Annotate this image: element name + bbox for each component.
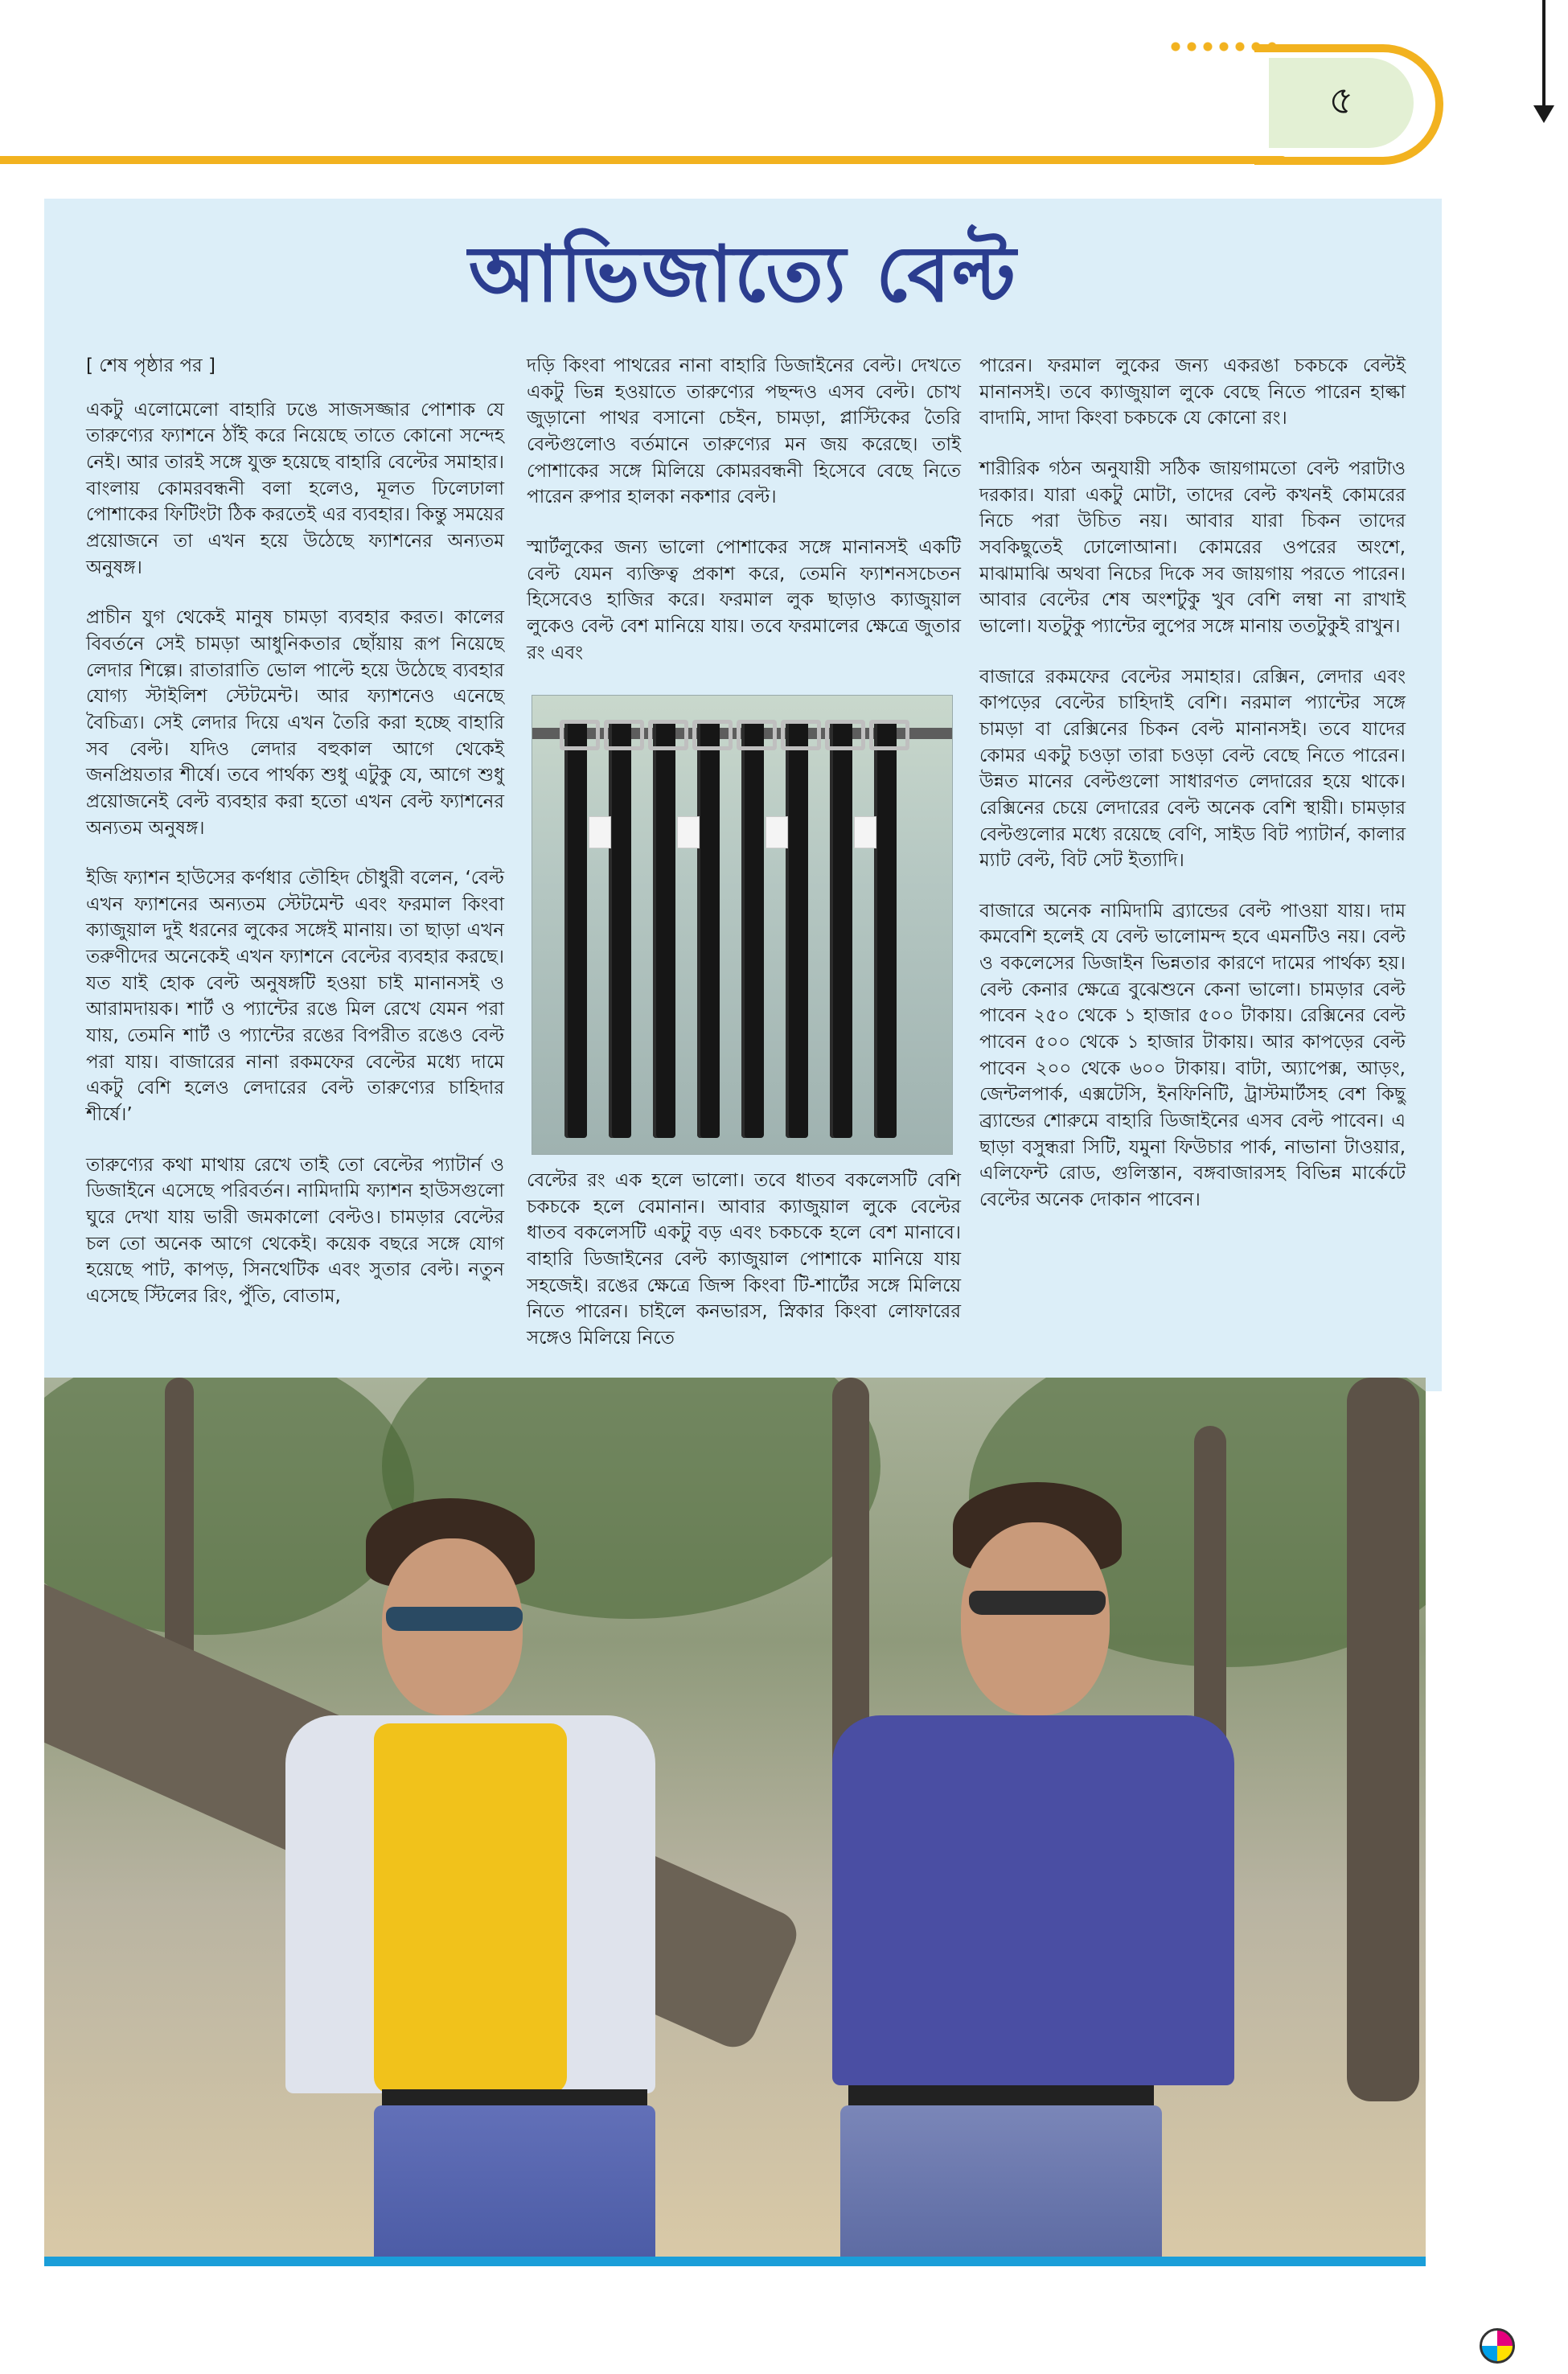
belt xyxy=(697,720,720,1138)
price-tag xyxy=(766,816,788,848)
jeans xyxy=(840,2105,1162,2257)
paragraph: স্মার্টলুকের জন্য ভালো পোশাকের সঙ্গে মানানসই একটি বেল্ট যেমন ব্যক্তিত্ব প্রকাশ করে, তেমনি ফ্যাশনসচেতন হিসেবেও হাজির করে। ফরমাল লুক ছাড়াও ক্যাজুয়াল লুকেও বেল্ট বেশ মানিয়ে যায়। তবে ফরমালের ক্ষেত্রে জুতার রং এবং xyxy=(527,536,961,663)
t-shirt xyxy=(374,1723,567,2093)
continued-note: [ শেষ পৃষ্ঠার পর ] xyxy=(86,355,215,376)
article-column-1 xyxy=(86,353,504,1334)
belt xyxy=(786,720,808,1138)
belt xyxy=(848,2085,1154,2106)
buckle xyxy=(737,720,777,750)
buckle xyxy=(648,720,688,750)
buckle xyxy=(869,720,909,750)
sunglasses-icon xyxy=(386,1607,523,1631)
buckle xyxy=(560,720,600,750)
article-panel xyxy=(44,199,1442,1391)
belt xyxy=(564,720,587,1138)
belt xyxy=(874,720,897,1138)
page-number: ৫ xyxy=(1328,77,1354,123)
buckle xyxy=(692,720,733,750)
foliage xyxy=(44,1378,414,1635)
paragraph: শারীরিক গঠন অনুযায়ী সঠিক জায়গামতো বেল্ট পরাটাও দরকার। যারা একটু মোটা, তাদের বেল্ট কখনই কোমরের নিচে পরা উচিত নয়। আবার যারা চিকন তাদের সবকিছুতেই ঢোলোআনা। কোমরের ওপরের অংশে, মাঝামাঝি অথবা নিচের দিকে সব জায়গায় পরতে পারেন। আবার বেল্টের শেষ অংশটুকু খুব বেশি লম্বা না রাখাই ভালো। যতটুকু প্যান্টের লুপের সঙ্গে মানায় ততটুকুই রাখুন। xyxy=(979,458,1406,637)
article-title: আভিজাত্যে বেল্ট xyxy=(468,228,1018,319)
paragraph: বাজারে অনেক নামিদামি ব্র্যান্ডের বেল্ট পাওয়া যায়। দাম কমবেশি হলেই যে বেল্ট ভালোমন্দ হবে এমনটিও নয়। বেল্ট ও বকলেসের ডিজাইন ভিন্নতার কারণে দামের পার্থক্য হয়। বেল্ট কেনার ক্ষেত্রে বুঝেশুনে কেনা ভালো। চামড়ার বেল্ট পাবেন ২৫০ থেকে ১ হাজার ৫০০ টাকায়। রেক্সিনের বেল্ট পাবেন ৫০০ থেকে ১ হাজার টাকায়। আর কাপড়ের বেল্ট পাবেন ২০০ থেকে ৬০০ টাকায়। বাটা, অ্যাপেক্স, আড়ং, জেন্টলপার্ক, এক্সটেসি, ইনফিনিটি, ট্রাস্টমার্টসহ বেশ কিছু ব্র্যান্ডের শোরুমে বাহারি ডিজাইনের এসব বেল্ট পাবেন। এ ছাড়া বসুন্ধরা সিটি, যমুনা ফিউচার পার্ক, নাভানা টাওয়ার, এলিফেন্ট রোড, গুলিস্তান, বঙ্গবাজারসহ বিভিন্ন মার্কেটে বেল্টের অনেক দোকান পাবেন। xyxy=(979,900,1406,1211)
paragraph: পারেন। ফরমাল লুকের জন্য একরঙা চকচকে বেল্টই মানানসই। তবে ক্যাজুয়াল লুকে বেছে নিতে পারেন হাল্কা বাদামি, সাদা কিংবা চকচকে যে কোনো রং। xyxy=(979,355,1406,429)
belt xyxy=(741,720,764,1138)
paragraph: দড়ি কিংবা পাথরের নানা বাহারি ডিজাইনের বেল্ট। দেখতে একটু ভিন্ন হওয়াতে তারুণ্যের পছন্দও এসব বেল্ট। চোখ জুড়ানো পাথর বসানো চেইন, চামড়া, প্লাস্টিকের তৈরি বেল্টগুলোও বর্তমানে তারুণ্যের মন জয় করেছে। তাই পোশাকের সঙ্গে মিলিয়ে কোমরবন্ধনী হিসেবে বেছে নিতে পারেন রুপার হালকা নকশার বেল্ট। xyxy=(527,355,961,508)
paragraph: তারুণ্যের কথা মাথায় রেখে তাই তো বেল্টের প্যাটার্ন ও ডিজাইনে এসেছে পরিবর্তন। নামিদামি ফ্যাশন হাউসগুলো ঘুরে দেখা যায় ভারী জমকালো বেল্টও। চামড়ার বেল্টের চল তো অনেক আগে থেকেই। কয়েক বছরে সঙ্গে যোগ হয়েছে পাট, কাপড়, সিনথেটিক এবং সুতার বেল্ট। নতুন এসেছে স্টিলের রিং, পুঁতি, বোতাম, xyxy=(86,1154,504,1307)
print-registration-mark-icon xyxy=(1480,2328,1515,2364)
price-tag xyxy=(854,816,876,848)
belt-rack-photo xyxy=(532,695,953,1155)
paragraph: বাজারে রকমফের বেল্টের সমাহার। রেক্সিন, লেদার এবং কাপড়ের বেল্টের চাহিদাই বেশি। নরমাল প্যান্টের সঙ্গে চামড়া বা রেক্সিনের চিকন বেল্ট মানানসই। তবে যাদের কোমর একটু চওড়া তারা চওড়া বেল্ট বেছে নিতে পারেন। উন্নত মানের বেল্টগুলো সাধারণত লেদারের হয়ে থাকে। রেক্সিনের চেয়ে লেদারের বেল্ট অনেক বেশি স্থায়ী। চামড়ার বেল্টগুলোর মধ্যে রয়েছে বেণি, সাইড বিট প্যাটার্ন, কালার ম্যাট বেল্ট, বিট সেট ইত্যাদি। xyxy=(979,666,1406,872)
buckle xyxy=(825,720,865,750)
price-tag xyxy=(677,816,700,848)
buckle xyxy=(604,720,644,750)
buckle xyxy=(781,720,821,750)
tree-trunk xyxy=(1347,1378,1419,2101)
sunglasses-icon xyxy=(969,1591,1106,1615)
paragraph: একটু এলোমেলো বাহারি ঢঙে সাজসজ্জার পোশাক যে তারুণ্যের ফ্যাশনে ঠাঁই করে নিয়েছে তাতে কোনো সন্দেহ নেই। আর তারই সঙ্গে যুক্ত হয়েছে বাহারি বেল্টের সমাহার। বাংলায় কোমরবন্ধনী বলা হলেও, মূলত ঢিলেঢালা পোশাকের ফিটিংটা ঠিক করতেই এর ব্যবহার। কিন্তু সময়ের প্রয়োজনে তা এখন হয়ে উঠেছে ফ্যাশনের অন্যতম অনুষঙ্গ। xyxy=(86,399,504,578)
belt xyxy=(609,720,631,1138)
price-tag xyxy=(589,816,611,848)
belt xyxy=(653,720,675,1138)
page-number-box xyxy=(1269,58,1414,148)
down-arrow-icon xyxy=(1542,0,1545,109)
belt xyxy=(830,720,852,1138)
article-column-2-continued xyxy=(527,1168,961,1352)
jeans xyxy=(374,2105,655,2257)
article-column-3 xyxy=(979,353,1406,1238)
face xyxy=(961,1522,1110,1715)
paragraph: ইজি ফ্যাশন হাউসের কর্ণধার তৌহিদ চৌধুরী বলেন, ‘বেল্ট এখন ফ্যাশনের অন্যতম স্টেটমেন্ট এবং ফরমাল কিংবা ক্যাজুয়াল দুই ধরনের লুকের সঙ্গেই মানায়। তা ছাড়া এখন তরুণীদের অনেকেই এখন ফ্যাশনে বেল্টের ব্যবহার করছে। যত যাই হোক বেল্ট অনুষঙ্গটি হওয়া চাই মানানসই ও আরামদায়ক। শার্ট ও প্যান্টের রঙে মিল রেখে যেমন পরা যায়, তেমনি শার্ট ও প্যান্টের রঙের বিপরীত রঙেও বেল্ট পরা যায়। বাজারের নানা রকমফের বেল্টের মধ্যে দামে একটু বেশি হলেও লেদারের বেল্ট তারুণ্যের চাহিদার শীর্ষে।’ xyxy=(86,868,504,1126)
photo-bottom-rule xyxy=(44,2257,1426,2266)
paragraph: প্রাচীন যুগ থেকেই মানুষ চামড়া ব্যবহার করত। কালের বিবর্তনে সেই চামড়া আধুনিকতার ছোঁয়ায় রূপ নিয়েছে লেদার শিল্পে। রাতারাতি ভোল পাল্টে হয়ে উঠেছে ব্যবহার যোগ্য স্টাইলিশ স্টেটমেন্ট। আর ফ্যাশনেও এনেছে বৈচিত্র্য। সেই লেদার দিয়ে এখন তৈরি করা হচ্ছে বাহারি সব বেল্ট। যদিও লেদার বহুকাল আগে থেকেই জনপ্রিয়তার শীর্ষে। তবে পার্থক্য শুধু এটুকু যে, আগে শুধু প্রয়োজনেই বেল্ট ব্যবহার করা হতো এখন বেল্ট ফ্যাশনের অন্যতম অনুষঙ্গ। xyxy=(86,607,504,839)
star-print-shirt xyxy=(832,1715,1234,2085)
header-rule xyxy=(0,156,1287,164)
article-column-2 xyxy=(527,353,961,690)
models-photo xyxy=(44,1378,1426,2257)
paragraph: বেল্টের রং এক হলে ভালো। তবে ধাতব বকলেসটি বেশি চকচকে হলে বেমানান। আবার ক্যাজুয়াল লুকে বেল্টের ধাতব বকলেসটি একটু বড় এবং চকচকে হলে বেশ মানাবে। বাহারি ডিজাইনের বেল্ট ক্যাজুয়াল পোশাকে মানিয়ে যায় সহজেই। রঙের ক্ষেত্রে জিন্স কিংবা টি-শার্টের সঙ্গে মিলিয়ে নিতে পারেন। চাইলে কনভারস, স্নিকার কিংবা লোফারের সঙ্গেও মিলিয়ে নিতে xyxy=(527,1170,961,1349)
